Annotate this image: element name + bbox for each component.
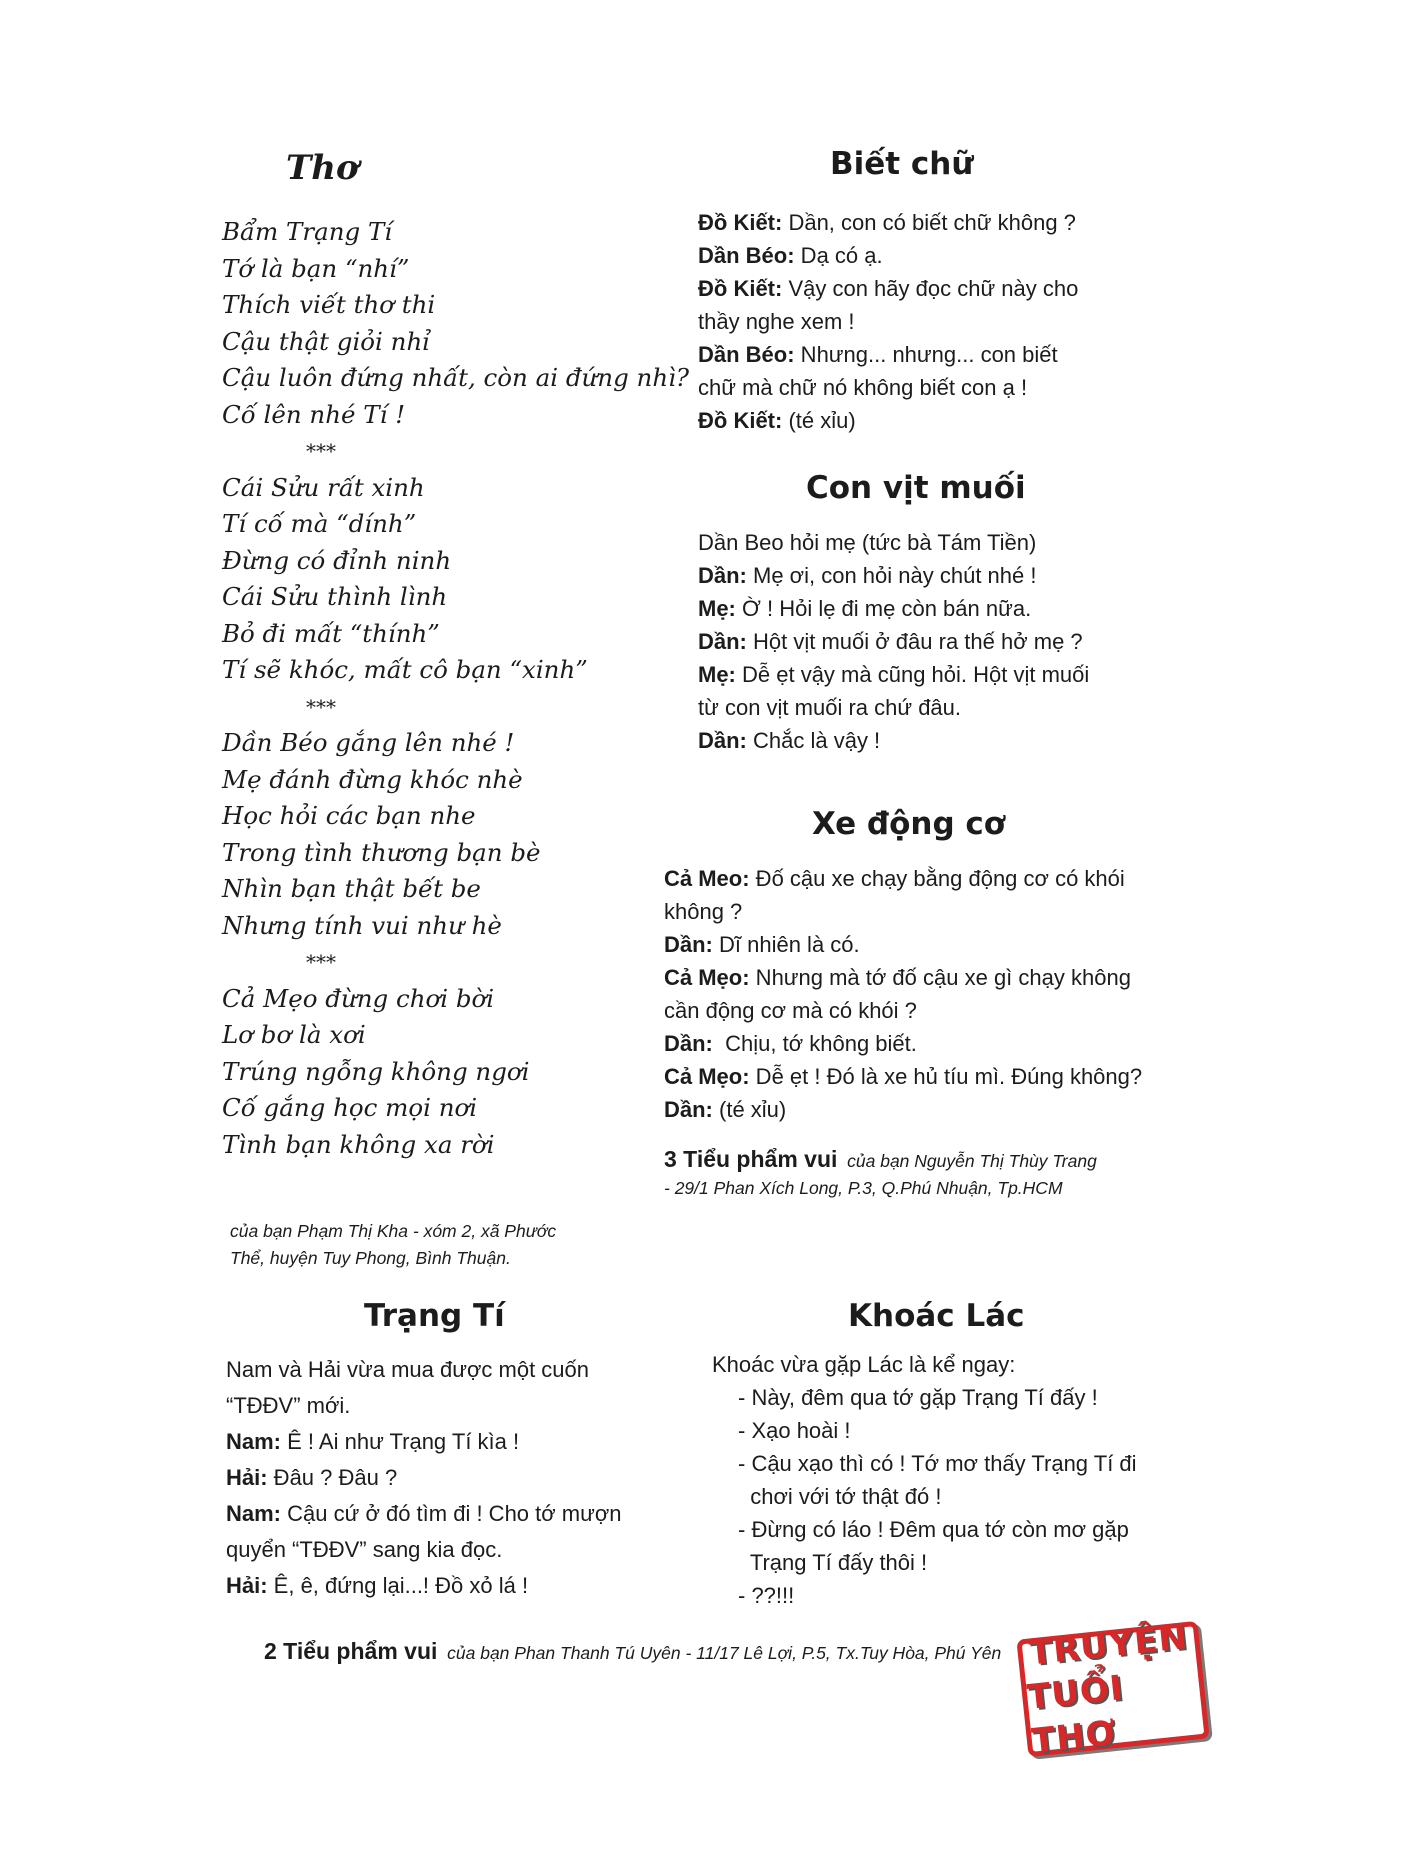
dialogue-text: Dễ ẹt vậy mà cũng hỏi. Hột vịt muối	[735, 662, 1090, 687]
speaker-name: Dần Béo:	[698, 243, 795, 268]
speaker-name: Dần:	[664, 932, 713, 957]
section-title-con-vit-muoi: Con vịt muối	[806, 470, 1026, 506]
logo-line-1: TRUYỆN	[1027, 1617, 1190, 1674]
dialogue-text: Cậu cứ ở đó tìm đi ! Cho tớ mượn	[281, 1501, 622, 1526]
poem-line: Cả Mẹo đừng chơi bời	[222, 983, 495, 1013]
stanza-separator: ***	[306, 439, 336, 463]
dialogue-line	[664, 1060, 1142, 1093]
dialogue-line	[698, 206, 1078, 239]
poem-line: Tí sẽ khóc, mất cô bạn “xinh”	[222, 655, 588, 684]
poem-line: Nhìn bạn thật bết be	[222, 874, 481, 903]
speaker-name: Đồ Kiết:	[698, 276, 783, 301]
dialogue-text: Đâu ? Đâu ?	[267, 1465, 398, 1490]
poem-line: Lơ bơ là xơi	[222, 1020, 366, 1049]
dialogue-text: quyển “TĐĐV” sang kia đọc.	[226, 1537, 503, 1562]
stanza-separator: ***	[306, 950, 336, 974]
dialogue-line	[698, 658, 1089, 691]
poem-line: Cố gắng học mọi nơi	[222, 1093, 478, 1122]
dialogue-text: Dần Beo hỏi mẹ (tức bà Tám Tiền)	[698, 530, 1037, 555]
dialogue-line: - Xạo hoài !	[738, 1418, 851, 1443]
khoac-lac-dialogue	[712, 1348, 1137, 1612]
dialogue-text: thầy nghe xem !	[698, 309, 855, 334]
poem-line: Mẹ đánh đừng khóc nhè	[222, 764, 523, 794]
dialogue-line	[664, 862, 1142, 895]
speaker-name: Đồ Kiết:	[698, 408, 783, 433]
dialogue-line: - Đừng có láo ! Đêm qua tớ còn mơ gặp	[738, 1517, 1129, 1542]
dialogue-line	[664, 1027, 1142, 1060]
speaker-name: Dần:	[698, 728, 747, 753]
dialogue-line	[698, 592, 1089, 625]
xe-dong-co-dialogue	[664, 862, 1142, 1126]
dialogue-line: chơi với tớ thật đó !	[738, 1484, 942, 1509]
speaker-name: Dần Béo:	[698, 342, 795, 367]
dialogue-text: Dạ có ạ.	[794, 243, 883, 268]
dialogue-text: Nhưng... nhưng... con biết	[794, 342, 1058, 367]
truyen-tuoi-tho-logo	[1016, 1617, 1209, 1762]
dialogue-line	[698, 724, 1089, 757]
dialogue-text: Mẹ ơi, con hỏi này chút nhé !	[746, 563, 1037, 588]
footer-credit-bold: 2 Tiểu phẩm vui	[264, 1638, 438, 1664]
dialogue-line	[226, 1568, 622, 1604]
dialogue-text: Vậy con hãy đọc chữ này cho	[782, 276, 1079, 301]
credit-line	[664, 1146, 1097, 1175]
dialogue-text: không ?	[664, 899, 743, 924]
dialogue-line: - ??!!!	[738, 1583, 795, 1608]
poem-title: Thơ	[286, 148, 359, 188]
poem-credit-line: Thể, huyện Tuy Phong, Bình Thuận.	[230, 1248, 511, 1268]
credit-rest: của bạn Nguyễn Thị Thùy Trang	[847, 1151, 1097, 1171]
poem-line: Cậu thật giỏi nhỉ	[222, 326, 431, 356]
dialogue-text: Ê ! Ai như Trạng Tí kìa !	[281, 1429, 520, 1454]
dialogue-text: “TĐĐV” mới.	[226, 1393, 351, 1418]
dialogue-text: Chịu, tớ không biết.	[712, 1031, 917, 1056]
xe-dong-co-credit	[664, 1146, 1097, 1202]
dialogue-line	[698, 404, 1078, 437]
speaker-name: Cả Mẹo:	[664, 1064, 750, 1089]
trang-ti-dialogue	[226, 1352, 622, 1604]
speaker-name: Mẹ:	[698, 662, 736, 687]
dialogue-text: (té xỉu)	[712, 1097, 787, 1122]
dialogue-line	[664, 928, 1142, 961]
dialogue-text: Ê, ê, đứng lại...! Đồ xỏ lá !	[267, 1573, 529, 1598]
poem-line: Đừng có đỉnh ninh	[222, 545, 452, 575]
dialogue-line: Trạng Tí đấy thôi !	[738, 1550, 928, 1575]
speaker-name: Cả Meo:	[664, 866, 750, 891]
dialogue-text: (té xỉu)	[782, 408, 856, 433]
dialogue-text: Hột vịt muối ở đâu ra thế hở mẹ ?	[746, 629, 1083, 654]
section-title-biet-chu: Biết chữ	[830, 146, 974, 182]
dialogue-line: - Cậu xạo thì có ! Tớ mơ thấy Trạng Tí đi	[738, 1451, 1137, 1476]
speaker-name: Nam:	[226, 1429, 282, 1454]
dialogue-text: Ờ ! Hỏi lẹ đi mẹ còn bán nữa.	[735, 596, 1032, 621]
speaker-name: Cả Mẹo:	[664, 965, 750, 990]
speaker-name: Mẹ:	[698, 596, 736, 621]
poem-line: Thích viết thơ thi	[222, 290, 436, 319]
dialogue-line	[698, 526, 1089, 559]
dialogue-text: Đố cậu xe chạy bằng động cơ có khói	[749, 866, 1125, 891]
dialogue-line	[698, 272, 1078, 305]
dialogue-line	[664, 1093, 1142, 1126]
poem-line: Cố lên nhé Tí !	[222, 399, 406, 429]
logo-line-2: TUỔI THƠ	[1025, 1668, 1126, 1762]
dialogue-text: chữ mà chữ nó không biết con ạ !	[698, 375, 1028, 400]
dialogue-line	[226, 1496, 622, 1532]
footer-credit	[264, 1638, 1001, 1667]
section-title-trang-ti: Trạng Tí	[364, 1298, 505, 1334]
dialogue-line	[698, 625, 1089, 658]
dialogue-text: cần động cơ mà có khói ?	[664, 998, 917, 1023]
speaker-name: Dần:	[698, 629, 747, 654]
speaker-name: Hải:	[226, 1465, 268, 1490]
section-title-xe-dong-co: Xe động cơ	[812, 806, 1006, 842]
poem-line: Trong tình thương bạn bè	[222, 837, 541, 867]
dialogue-line	[226, 1532, 622, 1568]
dialogue-line	[664, 895, 1142, 928]
section-title-khoac-lac: Khoác Lác	[848, 1298, 1025, 1334]
dialogue-line: - Này, đêm qua tớ gặp Trạng Tí đấy !	[738, 1385, 1098, 1410]
dialogue-line	[698, 338, 1078, 371]
dialogue-line	[698, 691, 1089, 724]
dialogue-line	[226, 1460, 622, 1496]
poem-credit	[230, 1218, 556, 1272]
dialogue-line	[226, 1424, 622, 1460]
poem-line: Trúng ngỗng không ngơi	[222, 1056, 530, 1086]
credit-bold: 3 Tiểu phẩm vui	[664, 1146, 838, 1172]
dialogue-line	[226, 1388, 622, 1424]
speaker-name: Hải:	[226, 1573, 268, 1598]
poem-line: Tớ là bạn “nhí”	[222, 253, 410, 283]
poem-line: Tình bạn không xa rời	[222, 1129, 495, 1159]
speaker-name: Nam:	[226, 1501, 282, 1526]
dialogue-line	[698, 305, 1078, 338]
poem-line: Cái Sửu rất xinh	[222, 472, 425, 502]
poem-line: Cậu luôn đứng nhất, còn ai đứng nhì?	[222, 363, 690, 392]
dialogue-text: Dĩ nhiên là có.	[712, 932, 860, 957]
dialogue-text: từ con vịt muối ra chứ đâu.	[698, 695, 962, 720]
speaker-name: Dần:	[664, 1097, 713, 1122]
poem-line: Dần Béo gắng lên nhé !	[222, 728, 515, 757]
speaker-name: Đồ Kiết:	[698, 210, 783, 235]
dialogue-text: Nam và Hải vừa mua được một cuốn	[226, 1357, 590, 1382]
poem-line: Bỏ đi mất “thính”	[222, 618, 440, 648]
con-vit-muoi-dialogue	[698, 526, 1089, 757]
dialogue-line	[664, 961, 1142, 994]
poem-line: Tí cố mà “dính”	[222, 509, 417, 538]
dialogue-line	[698, 371, 1078, 404]
speaker-name: Dần:	[698, 563, 747, 588]
dialogue-text: Dễ ẹt ! Đó là xe hủ tíu mì. Đúng không?	[749, 1064, 1143, 1089]
dialogue-text: Dần, con có biết chữ không ?	[782, 210, 1076, 235]
poem-line: Nhưng tính vui như hè	[222, 910, 502, 940]
poem-body	[222, 214, 689, 1163]
dialogue-line	[226, 1352, 622, 1388]
dialogue-line	[698, 239, 1078, 272]
poem-line: Bẩm Trạng Tí	[222, 217, 393, 246]
footer-credit-rest: của bạn Phan Thanh Tú Uyên - 11/17 Lê Lợi, P.5, Tx.Tuy Hòa, Phú Yên	[447, 1643, 1002, 1663]
dialogue-text: Nhưng mà tớ đố cậu xe gì chạy không	[749, 965, 1131, 990]
credit-line: - 29/1 Phan Xích Long, P.3, Q.Phú Nhuận, Tp.HCM	[664, 1178, 1063, 1198]
dialogue-line	[698, 559, 1089, 592]
dialogue-line	[664, 994, 1142, 1027]
stanza-separator: ***	[306, 694, 336, 719]
poem-line: Học hỏi các bạn nhe	[222, 801, 476, 830]
speaker-name: Dần:	[664, 1031, 713, 1056]
biet-chu-dialogue	[698, 206, 1078, 437]
dialogue-text: Chắc là vậy !	[746, 728, 881, 753]
poem-credit-line: của bạn Phạm Thị Kha - xóm 2, xã Phước	[230, 1221, 557, 1241]
dialogue-line: Khoác vừa gặp Lác là kể ngay:	[712, 1352, 1016, 1377]
poem-line: Cái Sửu thình lình	[222, 582, 448, 611]
